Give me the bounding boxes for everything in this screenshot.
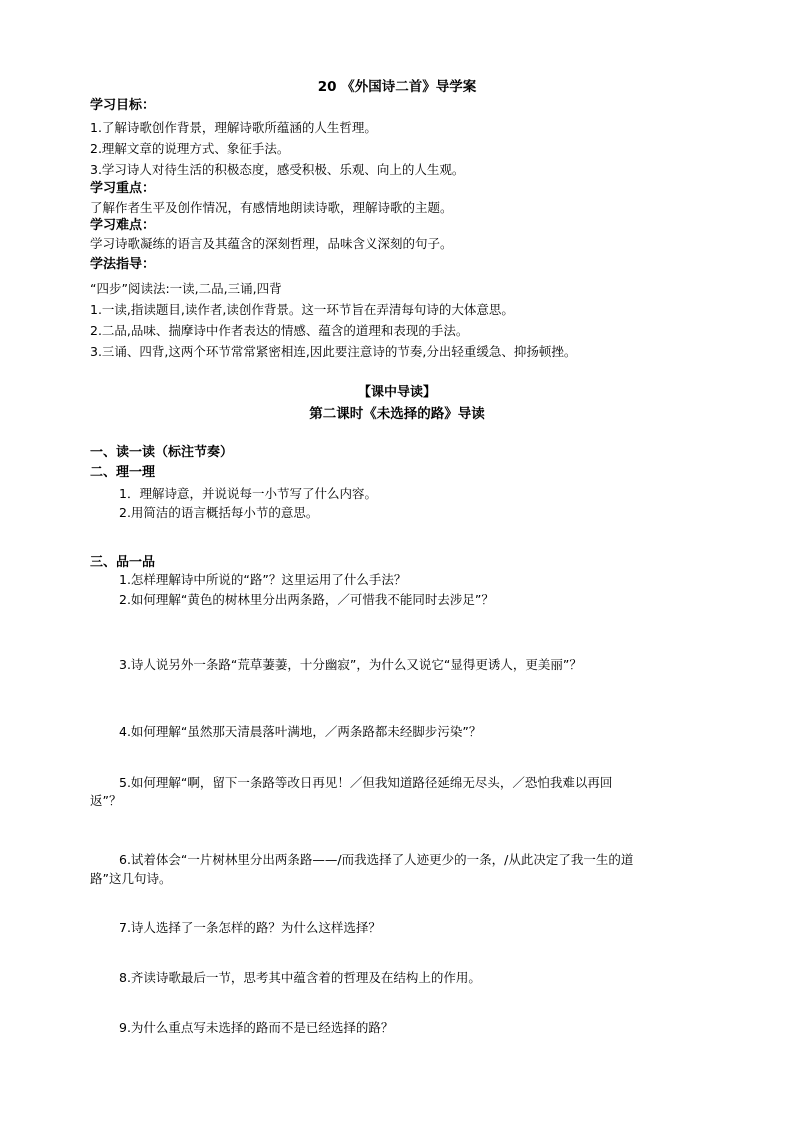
objective-item: 3.学习诗人对待生活的积极态度，感受积极、乐观、向上的人生观。 xyxy=(90,162,465,177)
guide-label: 【课中导读】 xyxy=(357,385,436,400)
objective-item: 2.理解文章的说理方式、象征手法。 xyxy=(90,141,290,156)
question-8: 8.齐读诗歌最后一节，思考其中蕴含着的哲理及在结构上的作用。 xyxy=(119,970,481,985)
objectives-heading: 学习目标： xyxy=(90,98,156,113)
part1-heading: 一、读一读（标注节奏） xyxy=(90,445,234,460)
method-item: 2.二品,品味、揣摩诗中作者表达的情感、蕴含的道理和表现的手法。 xyxy=(90,323,469,338)
method-intro: “四步”阅读法:一读,二品,三诵,四背 xyxy=(90,281,282,296)
method-item: 1.一读,指读题目,读作者,读创作背景。这一环节旨在弄清每句诗的大体意思。 xyxy=(90,302,514,317)
question-4: 4.如何理解“虽然那天清晨落叶满地，／两条路都未经脚步污染”？ xyxy=(119,724,482,739)
objective-item: 1.了解诗歌创作背景，理解诗歌所蕴涵的人生哲理。 xyxy=(90,120,377,135)
question-1: 1.怎样理解诗中所说的“路”？这里运用了什么手法？ xyxy=(119,572,407,587)
part2-heading: 二、理一理 xyxy=(90,465,156,480)
question-9: 9.为什么重点写未选择的路而不是已经选择的路？ xyxy=(119,1020,394,1035)
difficulties-text: 学习诗歌凝练的语言及其蕴含的深刻哲理，品味含义深刻的句子。 xyxy=(90,236,453,251)
guide-subtitle: 第二课时《未选择的路》导读 xyxy=(309,406,485,422)
method-heading: 学法指导： xyxy=(90,257,156,272)
key-points-heading: 学习重点： xyxy=(90,181,156,196)
part3-heading: 三、品一品 xyxy=(90,555,156,570)
key-points-text: 了解作者生平及创作情况，有感情地朗读诗歌，理解诗歌的主题。 xyxy=(90,200,453,215)
question-3: 3.诗人说另外一条路“荒草萋萋，十分幽寂”，为什么又说它“显得更诱人，更美丽”？ xyxy=(119,657,582,672)
question-5-line1: 5.如何理解“啊，留下一条路等改日再见！／但我知道路径延绵无尽头，／恐怕我难以再回 xyxy=(119,775,613,790)
part2-item: 1．理解诗意，并说说每一小节写了什么内容。 xyxy=(119,486,377,501)
method-item: 3.三诵、四背,这两个环节常常紧密相连,因此要注意诗的节奏,分出轻重缓急、抑扬顿挫。 xyxy=(90,344,577,359)
question-2: 2.如何理解“黄色的树林里分出两条路，／可惜我不能同时去涉足”？ xyxy=(119,592,494,607)
question-5-line2: 返”？ xyxy=(90,793,122,808)
question-6-line1: 6.试着体会“一片树林里分出两条路——/而我选择了人迹更少的一条，/从此决定了我一生的道 xyxy=(119,852,634,867)
document-title: 20 《外国诗二首》导学案 xyxy=(317,79,477,95)
part2-item: 2.用简洁的语言概括每小节的意思。 xyxy=(119,505,319,520)
question-7: 7.诗人选择了一条怎样的路？为什么这样选择？ xyxy=(119,920,381,935)
difficulties-heading: 学习难点： xyxy=(90,218,156,233)
question-6-line2: 路”这几句诗。 xyxy=(90,871,172,886)
